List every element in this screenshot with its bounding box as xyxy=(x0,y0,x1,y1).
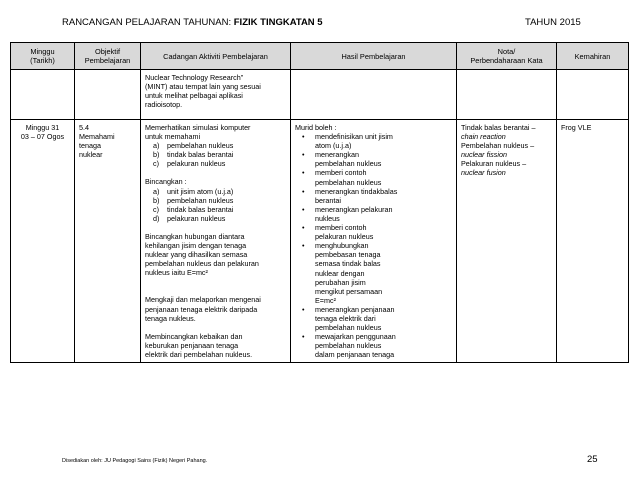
row2-aktiviti: Memerhatikan simulasi komputer untuk memahami a) pembelahan nukleus b) tindak balas berantai c) pelakuran nukleus Bincangkan : a) unit jisim atom (u.j.a) b) pembelahan nukleus c) tindak balas berantai d) pelakuran nukleus Bincangkan hubungan diantara kehilangan jisim dengan tenaga nuklear yang dihasilkan semasa pembelahan nukleus dan pelakuran nukleus iaitu E=mc² Mengkaji dan melaporkan mengenai penjanaan tenaga elektrik daripada tenaga nukleus. Membincangkan kebaikan dan keburukan penjanaan tenaga elektrik dari pembelahan nukleus. xyxy=(141,120,291,363)
table-header-row xyxy=(11,43,629,70)
list-item: • menerangkan penjanaan tenaga elektrik dari pembelahan nukleus xyxy=(302,304,395,333)
bullet-icon: • xyxy=(302,150,305,160)
document-header-title: RANCANGAN PELAJARAN TAHUNAN: FIZIK TINGKATAN 5 xyxy=(62,17,323,28)
list-item: • menerangkan tindakbalas berantai xyxy=(302,186,398,205)
hasil-list xyxy=(295,132,452,359)
bullet-icon: • xyxy=(302,132,305,142)
row2-objektif: 5.4 Memahami tenaga nuklear xyxy=(75,120,141,363)
header-subject: FIZIK TINGKATAN 5 xyxy=(233,17,323,28)
col-hasil: Hasil Pembelajaran xyxy=(291,43,457,70)
bullet-icon: • xyxy=(302,168,305,178)
table-row xyxy=(11,120,629,363)
bullet-icon: • xyxy=(302,304,305,314)
list-item: • mewajarkan penggunaan pembelahan nukleus dalam penjanaan tenaga xyxy=(302,332,396,360)
list-item: c) tindak balas berantai xyxy=(153,204,234,214)
row2-minggu: Minggu 31 03 – 07 Ogos xyxy=(11,120,75,363)
list-item: c) pelakuran nukleus xyxy=(153,159,226,169)
list-item: • memberi contoh pembelahan nukleus xyxy=(302,168,382,187)
col-minggu: Minggu (Tarikh) xyxy=(11,43,75,70)
list-item: d) pelakuran nukleus xyxy=(153,213,226,223)
aktiviti-list-2 xyxy=(145,187,286,223)
row2-kemahiran: Frog VLE xyxy=(557,120,629,363)
document-header-year: TAHUN 2015 xyxy=(525,17,581,28)
bullet-icon: • xyxy=(302,204,305,214)
page-number: 25 xyxy=(587,454,598,465)
col-aktiviti: Cadangan Aktiviti Pembelajaran xyxy=(141,43,291,70)
col-kemahiran: Kemahiran xyxy=(557,43,629,70)
list-item: a) pembelahan nukleus xyxy=(153,141,234,151)
list-item: • menerangkan pembelahan nukleus xyxy=(302,150,382,169)
bullet-icon: • xyxy=(302,241,305,251)
list-item: • memberi contoh pelakuran nukleus xyxy=(302,223,374,242)
table-row xyxy=(11,70,629,120)
footer-credit: Disediakan oleh: JU Pedagogi Sains (Fizik) Negeri Pahang. xyxy=(62,458,208,464)
aktiviti-list-1 xyxy=(145,141,286,168)
bullet-icon: • xyxy=(302,223,305,233)
row2-hasil: Murid boleh : • mendefinisikan unit jisim atom (u.j.a) • menerangkan pembelahan nukleus • memberi contoh pembelahan nukleus • menerangkan tindakbalas berantai • menerangkan pelakuran nukleus • memberi contoh pelakuran nukleus • menghubungkan pembebasan tenaga semasa tindak balas nuklear dengan perubahan jisim mengikut persamaan E=mc² • menerangkan penjanaan tenaga elektrik dari pembelahan nukleus • mewajarkan penggunaan pembelahan nukleus dalam penjanaan tenaga xyxy=(291,120,457,363)
bullet-icon: • xyxy=(302,332,305,342)
col-nota: Nota/ Perbendaharaan Kata xyxy=(457,43,557,70)
bullet-icon: • xyxy=(302,186,305,196)
col-objektif: Objektif Pembelajaran xyxy=(75,43,141,70)
list-item: • menghubungkan pembebasan tenaga semasa tindak balas nuklear dengan perubahan jisim mengikut persamaan E=mc² xyxy=(302,241,383,305)
lesson-plan-table xyxy=(10,42,629,363)
list-item: • mendefinisikan unit jisim atom (u.j.a) xyxy=(302,132,393,151)
list-item: a) unit jisim atom (u.j.a) xyxy=(153,186,234,196)
list-item: b) tindak balas berantai xyxy=(153,150,234,160)
row2-nota: Tindak balas berantai – chain reaction Pembelahan nukleus – nuclear fission Pelakuran nukleus – nuclear fusion xyxy=(457,120,557,363)
list-item: • menerangkan pelakuran nukleus xyxy=(302,204,393,223)
row1-aktiviti: Nuclear Technology Research” (MINT) atau tempat lain yang sesuai untuk melihat pelbagai aplikasi radioisotop. xyxy=(141,70,291,120)
list-item: b) pembelahan nukleus xyxy=(153,195,234,205)
